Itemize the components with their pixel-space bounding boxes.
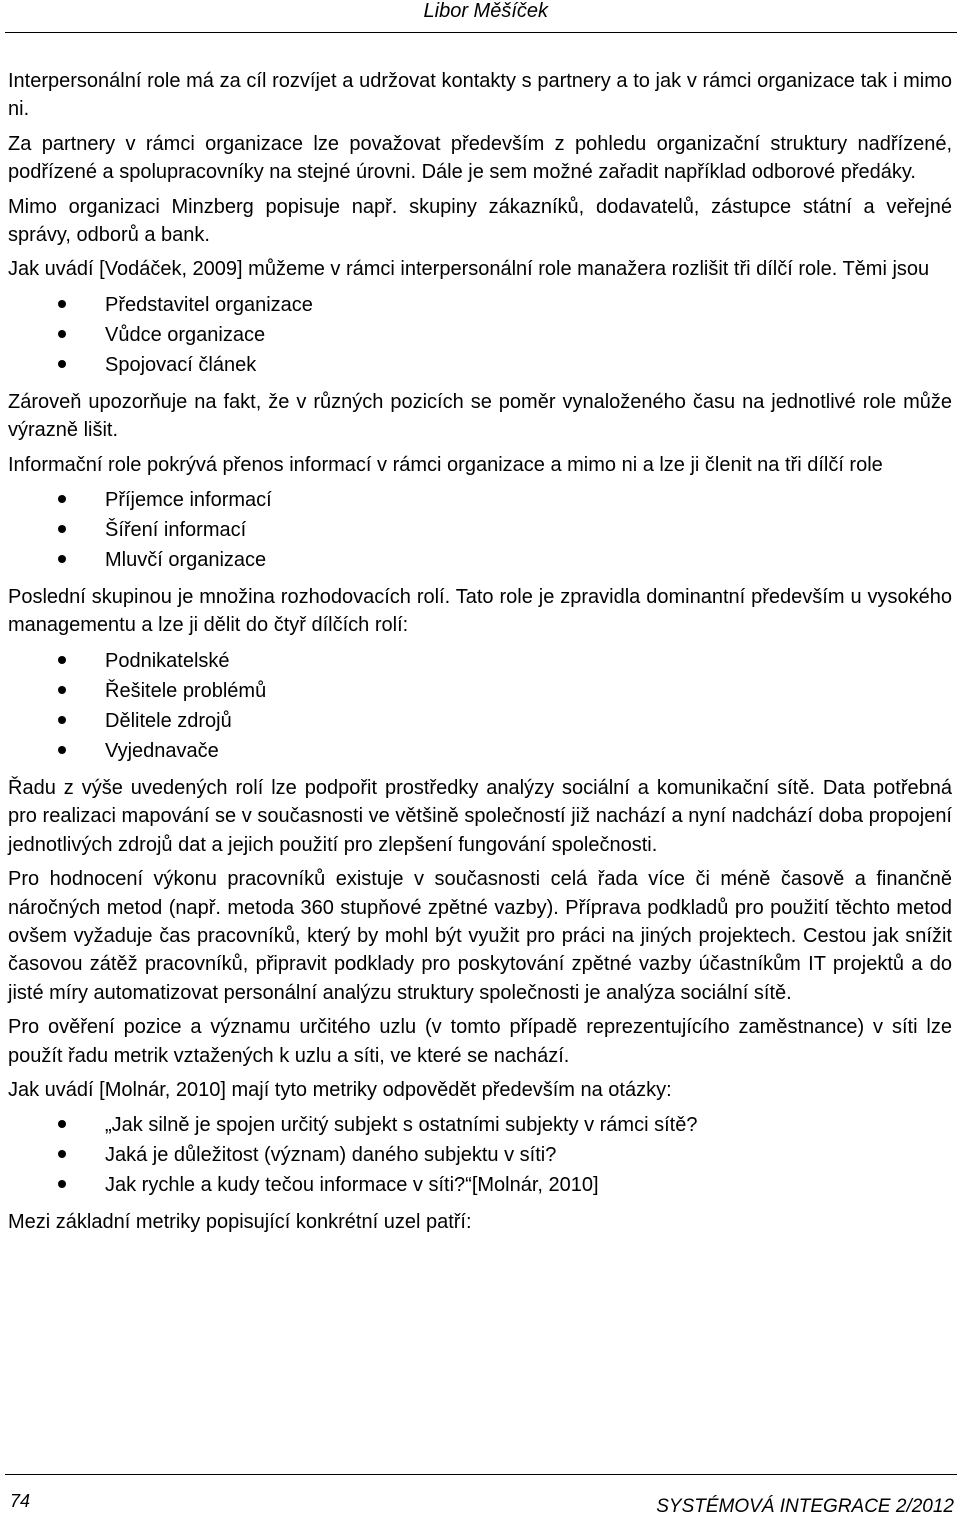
- list-item: Řešitele problémů: [8, 676, 952, 706]
- paragraph: Interpersonální role má za cíl rozvíjet a udržovat kontakty s partnery a to jak v rámci organizace tak i mimo ni.: [8, 70, 952, 121]
- bullet-icon: [58, 1150, 66, 1158]
- document-body: [8, 67, 952, 1243]
- bullet-icon: [58, 1180, 66, 1188]
- information-roles-list: [8, 485, 952, 575]
- bullet-icon: [58, 1120, 66, 1128]
- paragraph: Mimo organizaci Minzberg popisuje např. skupiny zákazníků, dodavatelů, zástupce státní a veřejné správy, odborů a bank.: [8, 195, 952, 247]
- list-item: Šíření informací: [8, 515, 952, 545]
- bullet-icon: [58, 716, 66, 724]
- footer-rule: [5, 1474, 957, 1475]
- list-item: Dělitele zdrojů: [8, 706, 952, 736]
- page-footer: [0, 1466, 960, 1516]
- list-item: Mluvčí organizace: [8, 545, 952, 575]
- list-item: Podnikatelské: [8, 646, 952, 676]
- list-item: „Jak silně je spojen určitý subjekt s ostatními subjekty v rámci sítě?: [8, 1110, 952, 1140]
- bullet-icon: [58, 555, 66, 563]
- list-item: Představitel organizace: [8, 290, 952, 320]
- bullet-icon: [58, 525, 66, 533]
- bullet-icon: [58, 686, 66, 694]
- bullet-icon: [58, 330, 66, 338]
- paragraph: Informační role pokrývá přenos informací v rámci organizace a mimo ni a lze ji členit na tři dílčí role: [8, 453, 883, 476]
- paragraph: Jak uvádí [Vodáček, 2009] můžeme v rámci interpersonální role manažera rozlišit tři dílčí role. Těmi jsou: [8, 258, 930, 281]
- paragraph: Poslední skupinou je množina rozhodovacích rolí. Tato role je zpravidla dominantní především u vysokého managementu a lze ji dělit do čtyř dílčích rolí:: [8, 586, 952, 637]
- bullet-icon: [58, 656, 66, 664]
- page-header: [0, 0, 960, 32]
- paragraph: Zároveň upozorňuje na fakt, že v různých pozicích se poměr vynaloženého času na jednotlivé role může výrazně lišit.: [8, 390, 952, 442]
- questions-list: [8, 1110, 952, 1200]
- bullet-icon: [58, 495, 66, 503]
- paragraph: Řadu z výše uvedených rolí lze podpořit prostředky analýzy sociální a komunikační sítě. Data potřebná pro realizaci mapování se v současnosti ve většině společností již nachází a nyní nadchází doba propojení jednotlivých zdrojů dat a jejich použití pro zlepšení fungování společnosti.: [8, 776, 952, 856]
- list-item: Jaká je důležitost (význam) daného subjektu v síti?: [8, 1140, 952, 1170]
- page-number: 74: [10, 1491, 31, 1511]
- list-item: Spojovací článek: [8, 350, 952, 380]
- interpersonal-roles-list: [8, 290, 952, 380]
- bullet-icon: [58, 300, 66, 308]
- header-rule: [5, 32, 957, 33]
- bullet-icon: [58, 360, 66, 368]
- journal-title: SYSTÉMOVÁ INTEGRACE 2/2012: [656, 1496, 954, 1517]
- decision-roles-list: [8, 646, 952, 766]
- paragraph: Jak uvádí [Molnár, 2010] mají tyto metriky odpovědět především na otázky:: [8, 1078, 672, 1101]
- list-item: Příjemce informací: [8, 485, 952, 515]
- list-item: Vůdce organizace: [8, 320, 952, 350]
- paragraph: Pro ověření pozice a významu určitého uzlu (v tomto případě reprezentujícího zaměstnance) v síti lze použít řadu metrik vztažených k uzlu a síti, ve které se nachází.: [8, 1016, 952, 1067]
- list-item: Vyjednavače: [8, 736, 952, 766]
- paragraph: Za partnery v rámci organizace lze považovat především z pohledu organizační struktury nadřízené, podřízené a spolupracovníky na stejné úrovni. Dále je sem možné zařadit například odborové předáky.: [8, 132, 952, 184]
- bullet-icon: [58, 746, 66, 754]
- paragraph: Pro hodnocení výkonu pracovníků existuje v současnosti celá řada více či méně časově a finančně náročných metod (např. metoda 360 stupňové zpětné vazby). Příprava podkladů pro použití těchto metod ovšem vyžaduje čas pracovníků, který by mohl být využit pro práci na jiných projektech. Cestou jak snížit časovou zátěž pracovníků, připravit podklady pro poskytování zpětné vazby účastníkům IT projektů a do jisté míry automatizovat personální analýzu struktury společnosti je analýza sociální sítě.: [8, 868, 952, 1004]
- header-author: Libor Měšíček: [423, 0, 548, 22]
- list-item: Jak rychle a kudy tečou informace v síti?“[Molnár, 2010]: [8, 1170, 952, 1200]
- closing-paragraph: Mezi základní metriky popisující konkrétní uzel patří:: [8, 1211, 472, 1234]
